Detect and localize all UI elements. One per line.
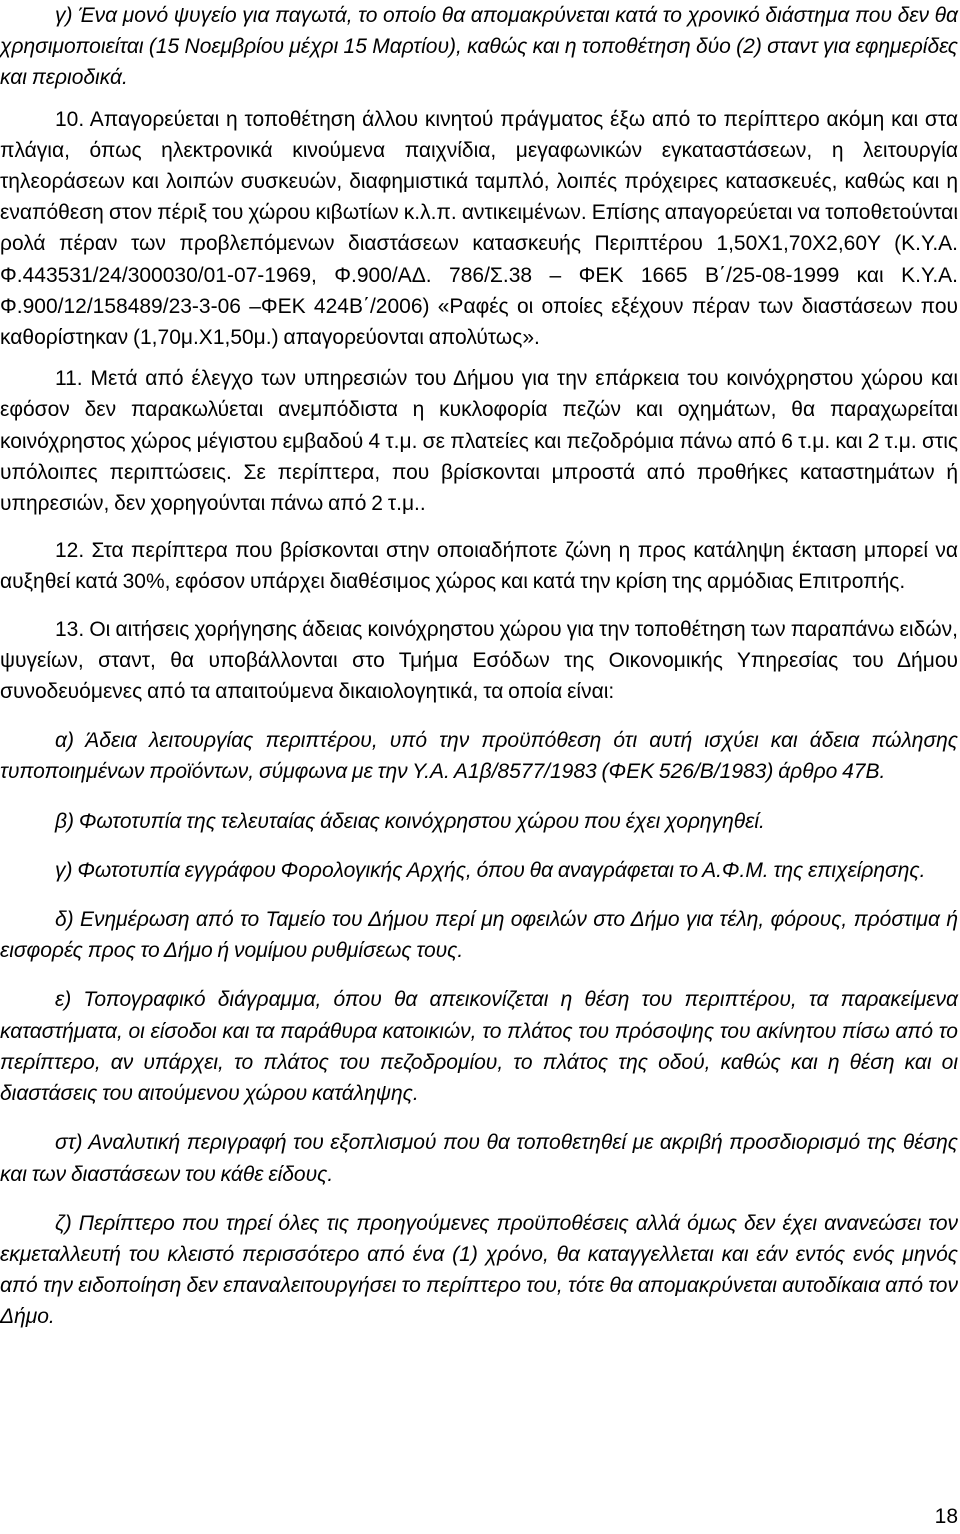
requirement-e-topographic-diagram: ε) Τοπογραφικό διάγραμμα, όπου θα απεικονίζεται η θέση του περιπτέρου, τα παρακείμενα καταστήματα, οι είσοδοι και τα παράθυρα κατοικιών, το πλάτος του πρόσοψης του ακίνητου πίσω από το περίπτερο, αν υπάρχει, το πλάτος του πεζοδρομίου, το πλάτος της οδού, καθώς και η θέση και οι διαστάσεις του αιτούμενου χώρου κατάληψης.	[0, 988, 958, 1106]
paragraph-12-zone-extension: 12. Στα περίπτερα που βρίσκονται στην οποιαδήποτε ζώνη η προς κατάληψη έκταση μπορεί να αυξηθεί κατά 30%, εφόσον υπάρχει διαθέσιμος χώρος και κατά την κρίση της αρμόδιας Επιτροπής.	[0, 539, 958, 594]
requirement-g-tax-document: γ) Φωτοτυπία εγγράφου Φορολογικής Αρχής, όπου θα αναγράφεται το Α.Φ.Μ. της επιχείρησης.	[55, 858, 926, 882]
paragraph-10-prohibitions: 10. Απαγορεύεται η τοποθέτηση άλλου κινητού πράγματος έξω από το περίπτερο ακόμη και στα πλάγια, όπως ηλεκτρονικά κινούμενα παιχνίδια, μεγαφωνικών εγκαταστάσεων, η λειτουργία τηλεοράσεων και λοιπών συσκευών, διαφημιστικά ταμπλό, λοιπές πρόχειρες κατασκευές, καθώς και η εναπόθεση στον πέριξ του χώρου κιβωτίων κ.λ.π. αντικειμένων. Επίσης απαγορεύεται να τοποθετούνται ρολά πέραν των προβλεπόμενων διαστάσεων κατασκευής Περιπτέρου 1,50Χ1,70Χ2,60Υ (Κ.Υ.Α. Φ.443531/24/300030/01-07-1969, Φ.900/ΑΔ. 786/Σ.38 – ΦΕΚ 1665 Β΄/25-08-1999 και Κ.Υ.Α. Φ.900/12/158489/23-3-06 –ΦΕΚ 424Β΄/2006) «Ραφές οι οποίες εξέχουν πέραν των διαστάσεων που καθορίστηκαν (1,70μ.Χ1,50μ.) απαγορεύονται απολύτως».	[0, 107, 958, 350]
requirement-z-closed-kiosk: ζ) Περίπτερο που τηρεί όλες τις προηγούμενες προϋποθέσεις αλλά όμως δεν έχει ανανεώσει τον εκμεταλλευτή του κλειστό περισσότερο από ένα (1) χρόνο, θα καταγγελλεται και εάν εντός ενός μηνός από την ειδοποίηση δεν επαναλειτουργήσει το περίπτερο του, τότε θα απομακρύνεται αυτοδίκαια από τον Δήμο.	[0, 1211, 958, 1329]
requirement-d-no-debts-certificate: δ) Ενημέρωση από το Ταμείο του Δήμου περί μη οφειλών στο Δήμο για τέλη, φόρους, πρόστιμα ή εισφορές προς το Δήμο ή νομίμου ρυθμίσεως τους.	[0, 908, 958, 963]
page-number: 18	[934, 1505, 958, 1528]
requirement-a-operating-license: α) Άδεια λειτουργίας περιπτέρου, υπό την προϋπόθεση ότι αυτή ισχύει και άδεια πώλησης τυποποιημένων προϊόντων, σύμφωνα με την Υ.Α. Α1β/8577/1983 (ΦΕΚ 526/Β/1983) άρθρο 47Β.	[0, 729, 958, 784]
paragraph-13-applications: 13. Οι αιτήσεις χορήγησης άδειας κοινόχρηστου χώρου για την τοποθέτηση των παραπάνω ειδών, ψυγείων, σταντ, θα υποβάλλονται στο Τμήμα Εσόδων της Οικονομικής Υπηρεσίας του Δήμου συνοδευόμενες από τα απαιτούμενα δικαιολογητικά, τα οποία είναι:	[0, 617, 958, 704]
paragraph-11-common-space: 11. Μετά από έλεγχο των υπηρεσιών του Δήμου για την επάρκεια του κοινόχρηστου χώρου και εφόσον δεν παρακωλύεται ανεμπόδιστα η κυκλοφορία πεζών και οχημάτων, θα παραχωρείται κοινόχρηστος χώρος μέγιστου εμβαδού 4 τ.μ. σε πλατείες και πεζοδρόμια πάνω από 6 τ.μ. και 2 τ.μ. στις υπόλοιπες περιπτώσεις. Σε περίπτερα, που βρίσκονται μπροστά από προθήκες καταστημάτων ή υπηρεσιών, δεν χορηγούνται πάνω από 2 τ.μ..	[0, 367, 958, 516]
paragraph-item-g-freezer: γ) Ένα μονό ψυγείο για παγωτά, το οποίο θα απομακρύνεται κατά το χρονικό διάστημα που δεν θα χρησιμοποιείται (15 Νοεμβρίου μέχρι 15 Μαρτίου), καθώς και η τοποθέτηση δύο (2) σταντ για εφημερίδες και περιοδικά.	[0, 4, 958, 90]
requirement-b-previous-license-copy: β) Φωτοτυπία της τελευταίας άδειας κοινόχρηστου χώρου που έχει χορηγηθεί.	[55, 809, 765, 833]
requirement-st-equipment-description: στ) Αναλυτική περιγραφή του εξοπλισμού που θα τοποθετηθεί με ακριβή προσδιορισμό της θέσης και των διαστάσεων του κάθε είδους.	[0, 1131, 958, 1186]
